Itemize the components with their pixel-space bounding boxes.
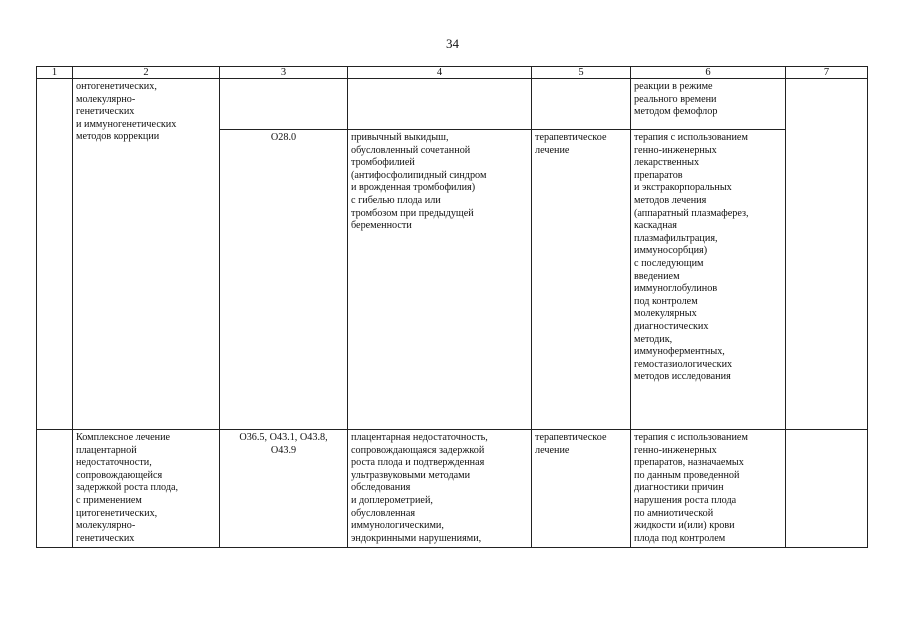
- medical-care-table: [36, 66, 868, 548]
- treatment-type-cell: терапевтическое лечение: [532, 430, 631, 548]
- column-number-7: 7: [786, 67, 868, 79]
- code-cell: O28.0: [220, 130, 348, 430]
- treatment-type-cell: терапевтическое лечение: [532, 130, 631, 430]
- diagnosis-cell: привычный выкидыш, обусловленный сочетанной тромбофилией (антифосфолипидный синдром и врожденная тромбофилия) с гибелью плода или тромбозом при предыдущей беременности: [348, 130, 532, 430]
- table-header-row: [37, 67, 868, 79]
- diagnosis-cell: [348, 79, 532, 130]
- page-number: 34: [446, 36, 459, 51]
- row-number-cell: [37, 79, 73, 430]
- method-group-cell: Комплексное лечение плацентарной недостаточности, сопровождающейся задержкой роста плода, с применением цитогенетических, молекулярно- генетических: [73, 430, 220, 548]
- column-number-5: 5: [532, 67, 631, 79]
- column-number-4: 4: [348, 67, 532, 79]
- column-number-6: 6: [631, 67, 786, 79]
- column-number-2: 2: [73, 67, 220, 79]
- column-number-1: 1: [37, 67, 73, 79]
- method-cell: терапия с использованием генно-инженерных лекарственных препаратов и экстракорпоральных методов лечения (аппаратный плазмаферез, каскадная плазмафильтрация, иммуносорбция) с последующим введением иммуноглобулинов под контролем молекулярных диагностических методик, иммуноферментных, гемостазиологических методов исследования: [631, 130, 786, 430]
- code-cell: [220, 79, 348, 130]
- cost-cell: [786, 430, 868, 548]
- row-number-cell: [37, 430, 73, 548]
- code-cell: O36.5, O43.1, O43.8, O43.9: [220, 430, 348, 548]
- table-row: [37, 79, 868, 130]
- method-cell: реакции в режиме реального времени методом фемофлор: [631, 79, 786, 130]
- treatment-type-cell: [532, 79, 631, 130]
- method-cell: терапия с использованием генно-инженерных препаратов, назначаемых по данным проведенной диагностики причин нарушения роста плода по амниотической жидкости и(или) крови плода под контролем: [631, 430, 786, 548]
- diagnosis-cell: плацентарная недостаточность, сопровождающаяся задержкой роста плода и подтвержденная ультразвуковыми методами обследования и доплерометрией, обусловленная иммунологическими, эндокринными нарушениями,: [348, 430, 532, 548]
- method-group-cell: онтогенетических, молекулярно- генетических и иммуногенетических методов коррекции: [73, 79, 220, 430]
- cost-cell: [786, 79, 868, 430]
- column-number-3: 3: [220, 67, 348, 79]
- table-row: [37, 430, 868, 548]
